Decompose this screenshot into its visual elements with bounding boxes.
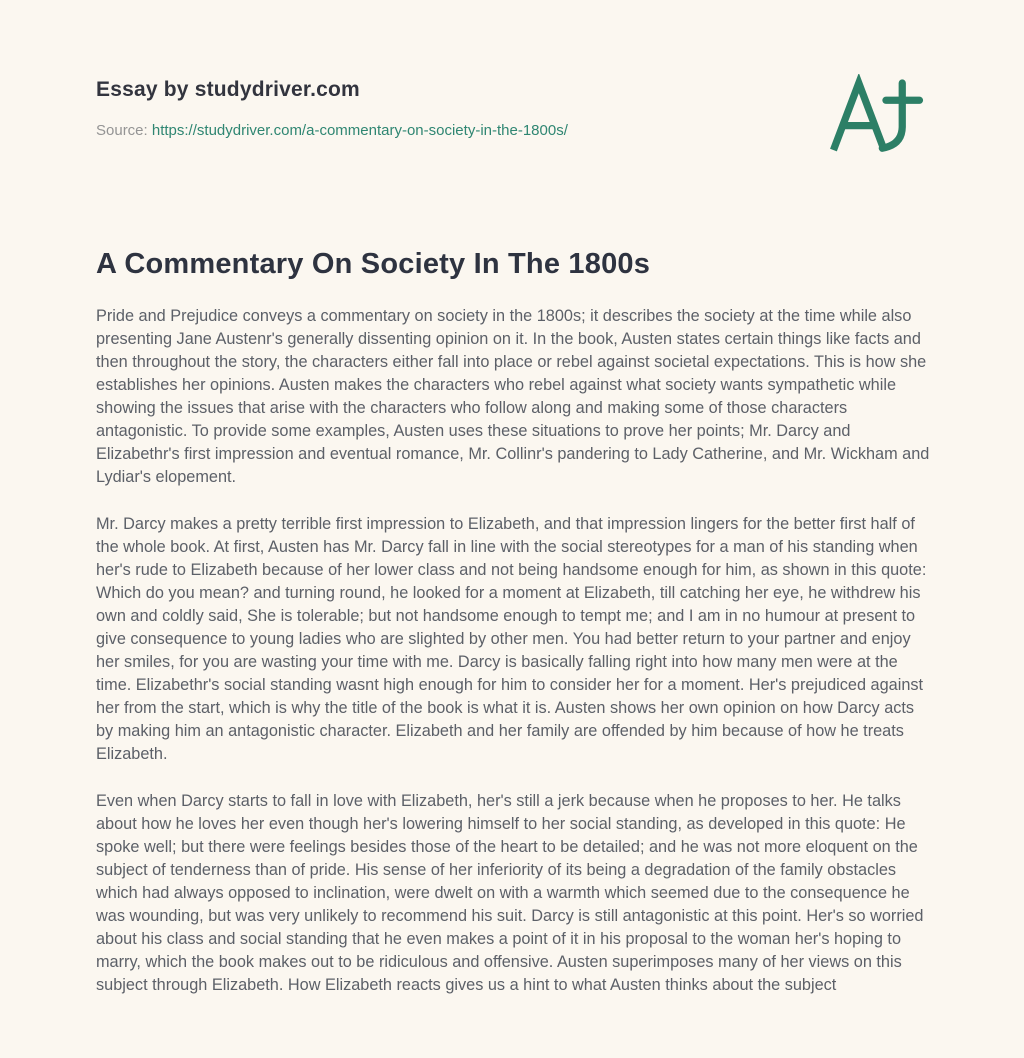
byline: Essay by studydriver.com <box>96 78 360 101</box>
header-text-block <box>96 78 568 139</box>
essay-paragraph-2: Mr. Darcy makes a pretty terrible first impression to Elizabeth, and that impression lingers for the better first half of the whole book. At first, Austen has Mr. Darcy fall in line with the social stereotypes for a man of his standing when her's rude to Elizabeth because of her lower class and not being handsome enough for him, as shown in this quote: Which do you mean? and turning round, he looked for a moment at Elizabeth, till catching her eye, he withdrew his own and coldly said, She is tolerable; but not handsome enough to tempt me; and I am in no humour at present to give consequence to young ladies who are slighted by other men. You had better return to your partner and enjoy her smiles, for you are wasting your time with me. Darcy is basically falling right into how many men were at the time. Elizabethr's social standing wasnt high enough for him to consider her for a moment. Her's prejudiced against her from the start, which is why the title of the book is what it is. Austen shows her own opinion on how Darcy acts by making him an antagonistic character. Elizabeth and her family are offended by him because of how he treats Elizabeth. <box>96 515 927 763</box>
source-line <box>96 122 568 139</box>
essay-paragraph-3: Even when Darcy starts to fall in love with Elizabeth, her's still a jerk because when he proposes to her. He talks about how he loves her even though her's lowering himself to her social standing, as developed in this quote: He spoke well; but there were feelings besides those of the heart to be detailed; and he was not more eloquent on the subject of tenderness than of pride. His sense of her inferiority of its being a degradation of the family obstacles which had always opposed to inclination, were dwelt on with a warmth which seemed due to the consequence he was wounding, but was very unlikely to recommend his suit. Darcy is still antagonistic at this point. Her's so worried about his class and social standing that he even makes a point of it in his proposal to the woman her's hoping to marry, which the book makes out to be ridiculous and offensive. Austen superimposes many of her views on this subject through Elizabeth. How Elizabeth reacts gives us a hint to what Austen thinks about the subject <box>96 792 924 994</box>
essay-title: A Commentary On Society In The 1800s <box>96 248 651 280</box>
source-url-link[interactable]: https://studydriver.com/a-commentary-on-society-in-the-1800s/ <box>151 122 568 139</box>
page-header <box>96 78 930 160</box>
essay-paragraph-1: Pride and Prejudice conveys a commentary on society in the 1800s; it describes the society at the time while also presenting Jane Austenr's generally dissenting opinion on it. In the book, Austen states certain things like facts and then throughout the story, the characters either fall into place or rebel against societal expectations. This is how she establishes her opinions. Austen makes the characters who rebel against what society wants sympathetic while showing the issues that arise with the characters who follow along and making some of those characters antagonistic. To provide some examples, Austen uses these situations to prove her points; Mr. Darcy and Elizabethr's first impression and eventual romance, Mr. Collinr's pandering to Lady Catherine, and Mr. Wickham and Lydiar's elopement. <box>96 307 930 486</box>
studydriver-logo-icon <box>826 74 926 160</box>
essay-content <box>96 248 930 997</box>
source-label: Source: <box>96 122 148 139</box>
